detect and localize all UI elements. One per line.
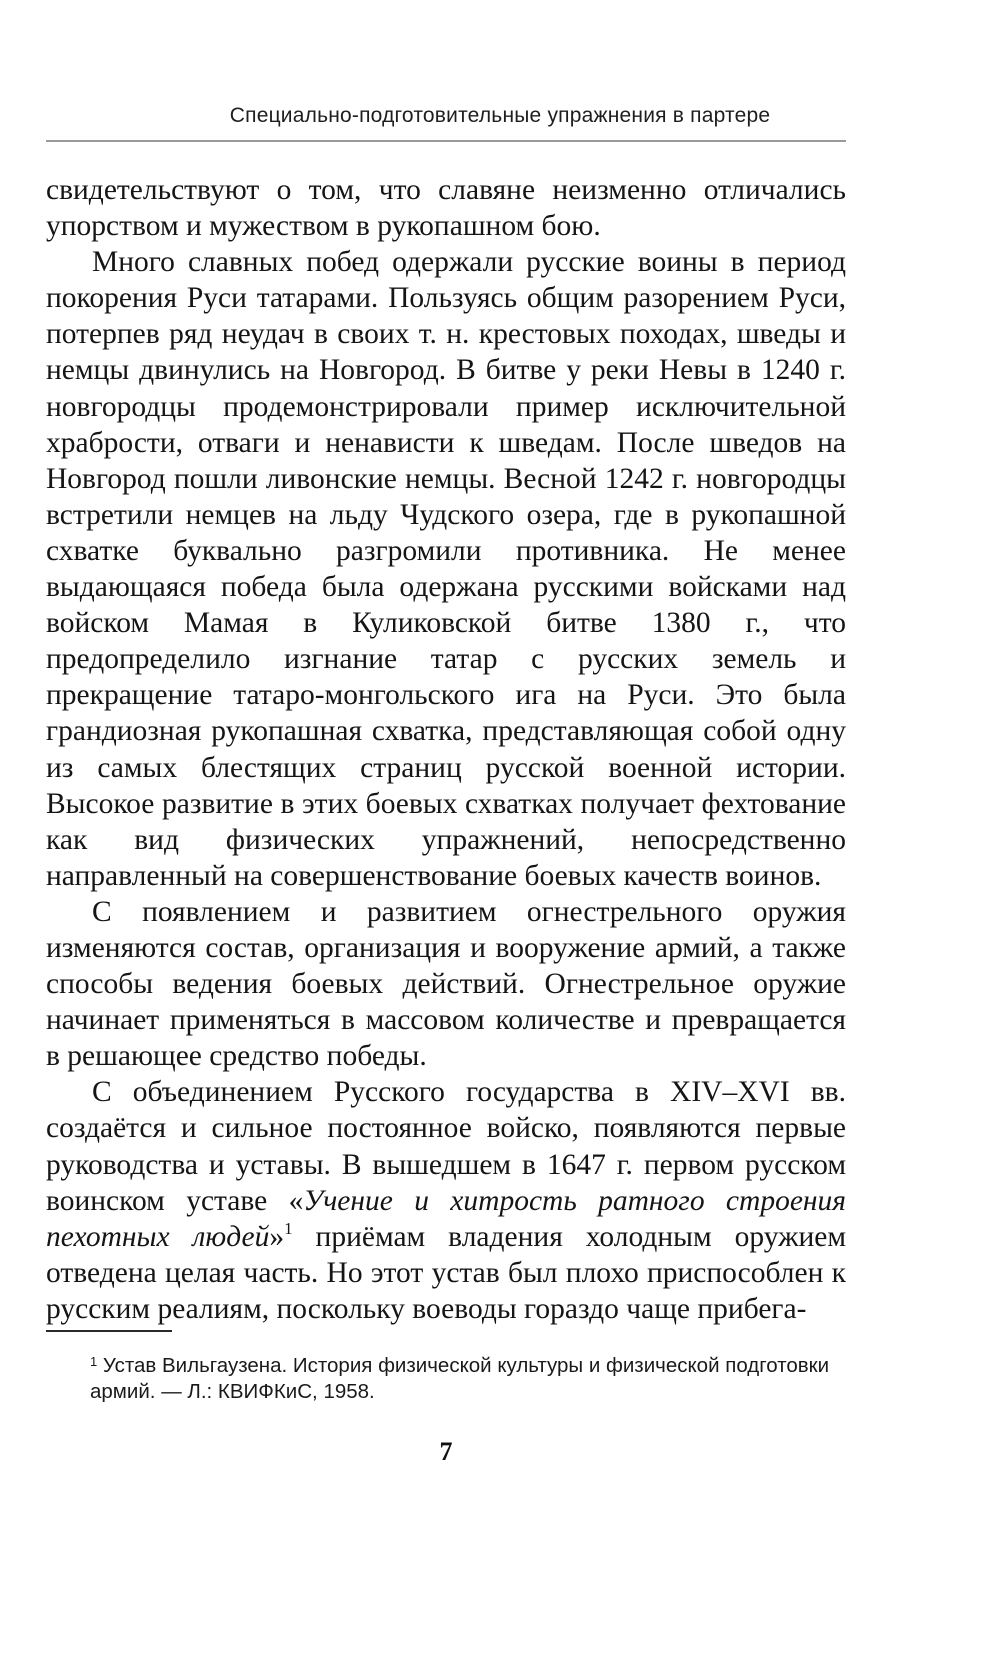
footnote-body [46, 1353, 846, 1405]
main-text [46, 172, 846, 1327]
paragraph-4-end: приёмам владения холодным оружием отведена целая часть. Но этот устав был плохо приспособлен к русским реалиям, поскольку воеводы гораздо чаще прибега- [46, 1220, 846, 1325]
paragraph-1: свидетельствуют о том, что славяне неизменно отличались упорством и мужеством в рукопашном бою. [46, 174, 846, 243]
charter-title: Учение и хитрость ратного строения пехотных людей [46, 1184, 847, 1253]
running-head: Специально-подготовительные упражнения в партере [229, 104, 771, 127]
paragraph-3: С появлением и развитием огнестрельного оружия изменяются состав, организация и вооружение армий, а также способы ведения боевых действий. Огнестрельное оружие начинает применяться в массовом количестве и превращается в решающее средство победы. [46, 895, 846, 1073]
footnote-rule [46, 1330, 172, 1332]
footnote-marker: 1 [90, 1354, 98, 1369]
paragraph-4-start: С объединением Русского государства в XIV–XVI вв. создаётся и сильное постоянное войско, появляются первые руководства и уставы. В вышедшем в 1647 г. первом русском воинском уставе « [46, 1076, 846, 1217]
page-number: 7 [439, 1437, 453, 1466]
paragraph-4 [46, 1074, 846, 1327]
header-rule [46, 140, 846, 142]
closing-quote: » [269, 1220, 285, 1253]
footnote [46, 1353, 846, 1405]
footnote-reference[interactable]: 1 [284, 1218, 293, 1238]
footnote-text: Устав Вильгаузена. История физической культуры и физической подготовки армий. — Л.: КВИФКиС, 1958. [90, 1354, 830, 1403]
paragraph-2: Много славных побед одержали русские воины в период покорения Руси татарами. Пользуясь общим разорением Руси, потерпев ряд неудач в своих т. н. крестовых походах, шведы и немцы двинулись на Новгород. В битве у реки Невы в 1240 г. новгородцы продемонстрировали пример исключительной храбрости, отваги и ненависти к шведам. После шведов на Новгород пошли ливонские немцы. Весной 1242 г. новгородцы встретили немцев на льду Чудского озера, где в рукопашной схватке буквально разгромили противника. Не менее выдающаяся победа была одержана русскими войсками над войском Мамая в Куликовской битве 1380 г., что предопределило изгнание татар с русских земель и прекращение татаро-монгольского ига на Руси. Это была грандиозная рукопашная схватка, представляющая собой одну из самых блестящих страниц русской военной истории. Высокое развитие в этих боевых схватках получает фехтование как вид физических упражнений, непосредственно направленный на совершенствование боевых качеств воинов. [46, 246, 846, 892]
